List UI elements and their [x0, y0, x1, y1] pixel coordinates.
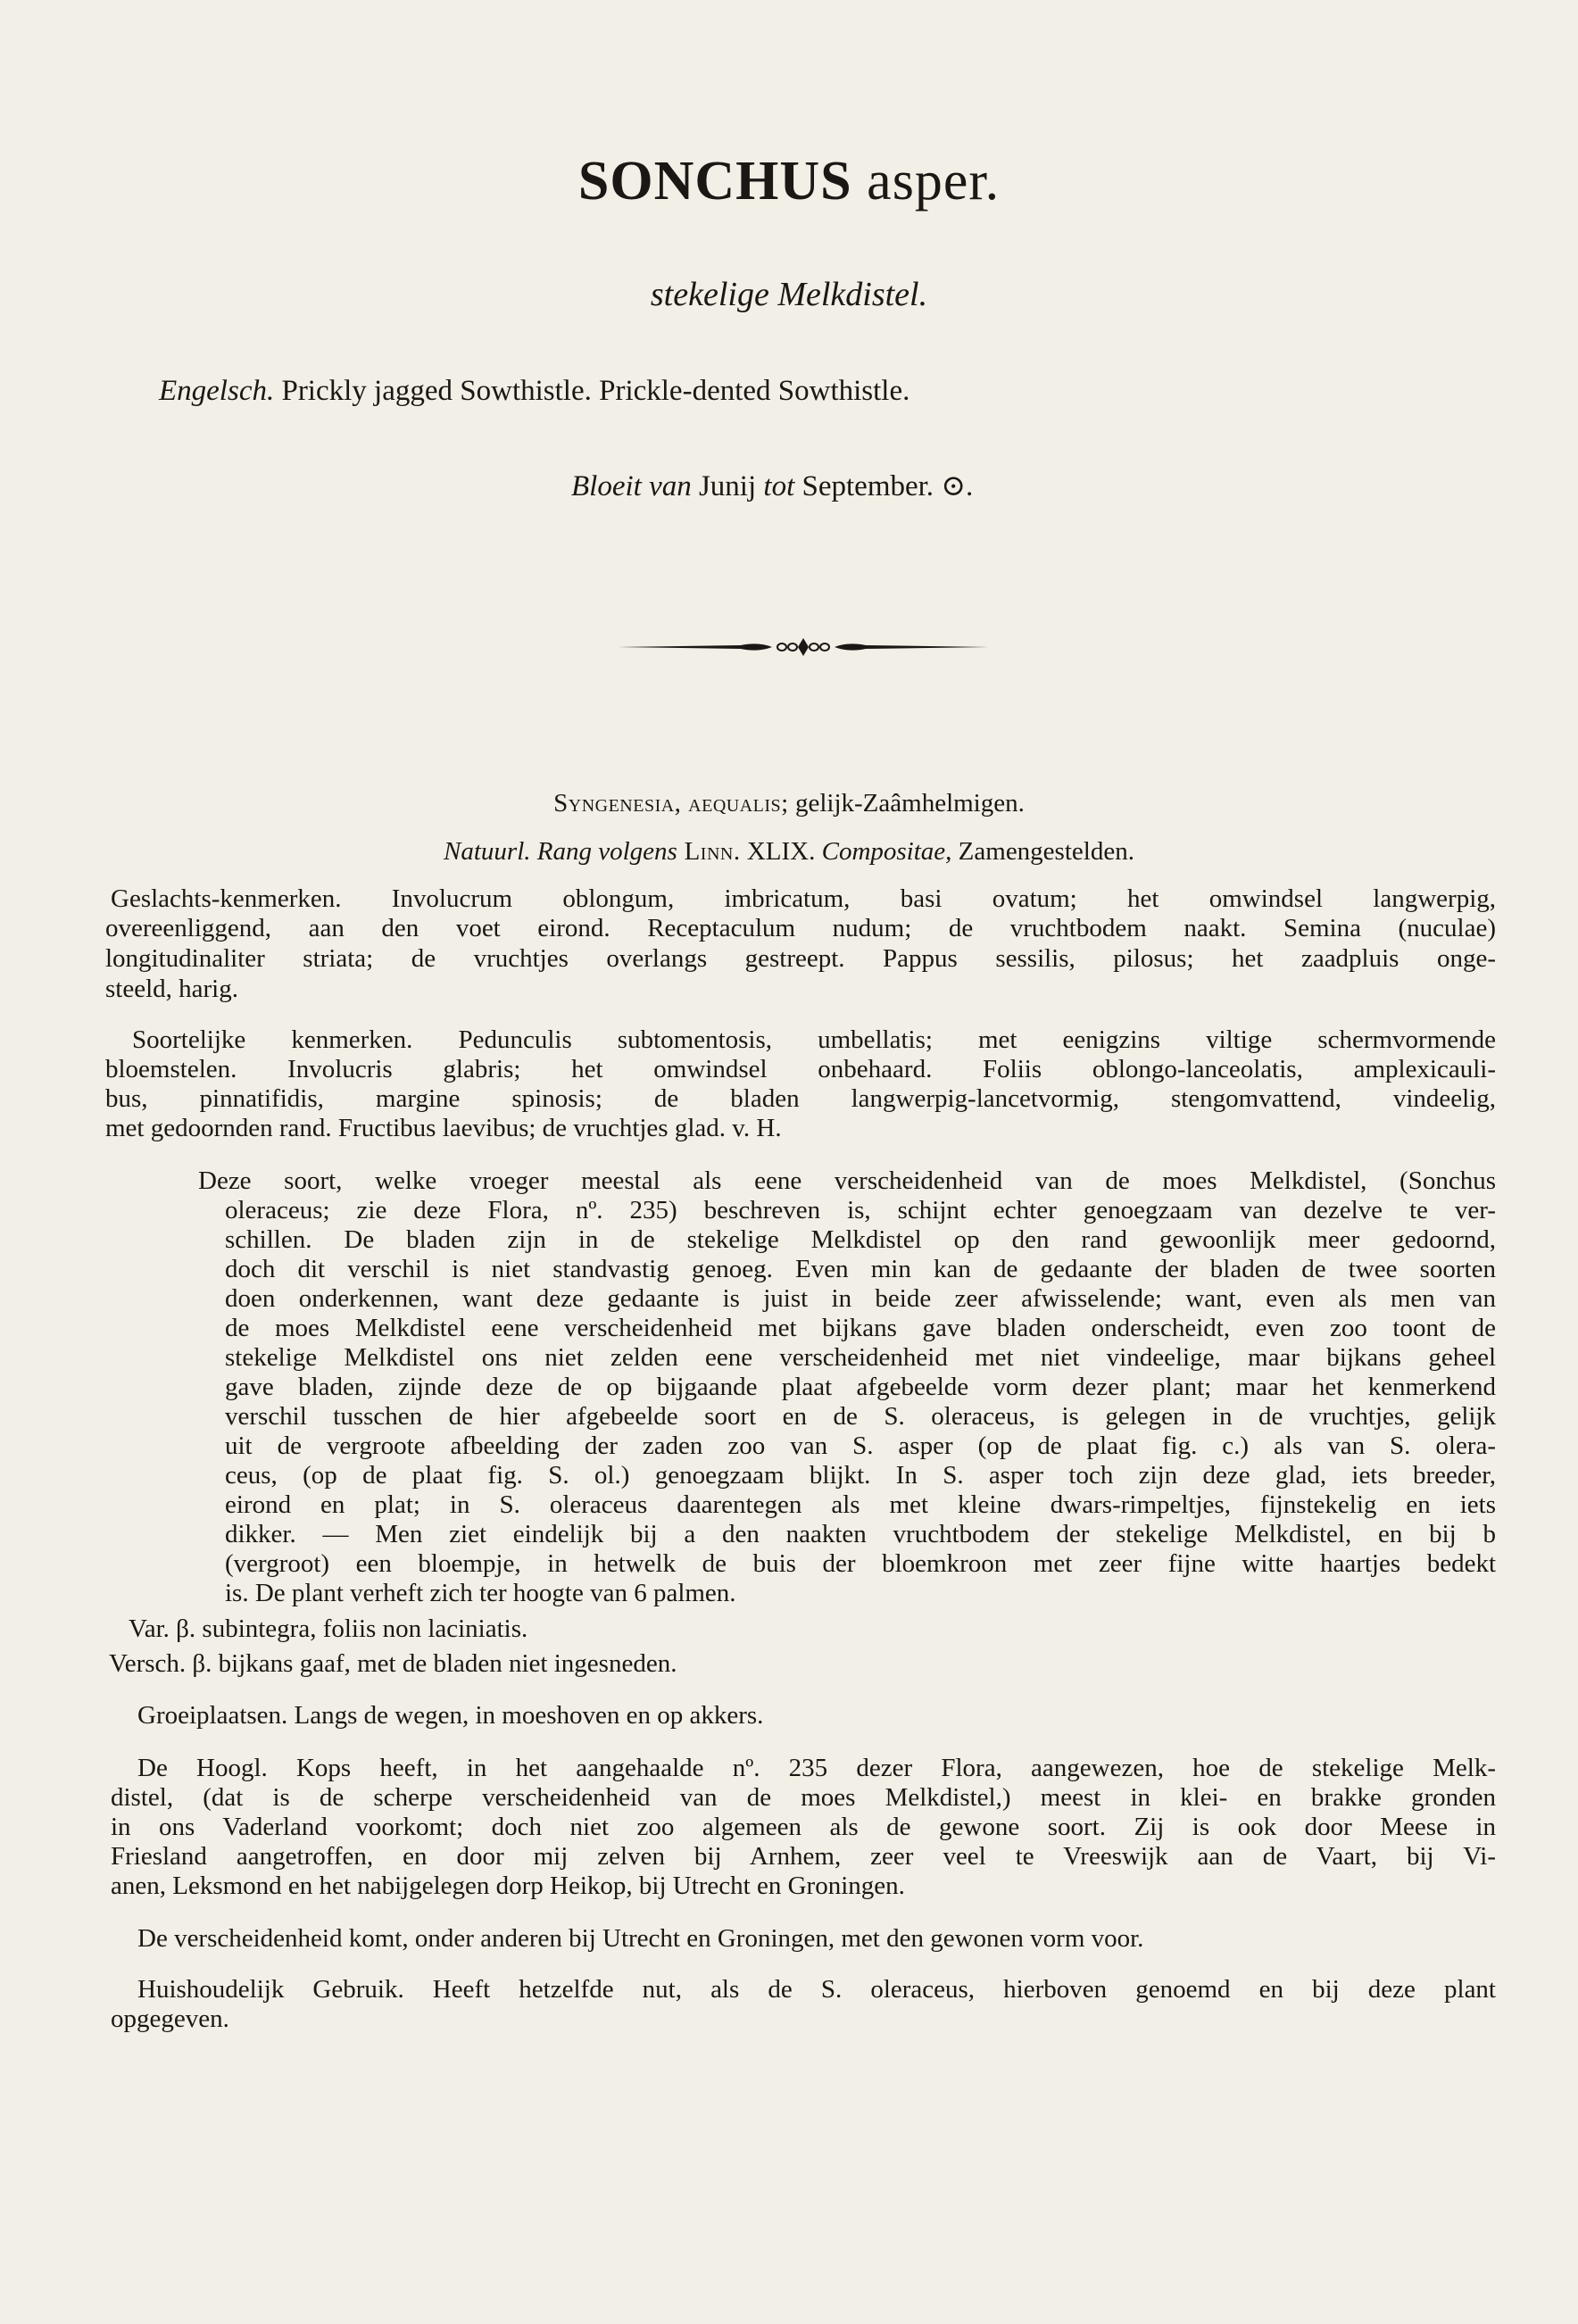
- text-line: de moes Melkdistel eene verscheidenheid met bijkans gave bladen onderscheidt, even zoo toont de: [225, 1314, 1496, 1342]
- text-line: stekelige Melkdistel ons niet zelden eene verscheidenheid met niet vindeelige, maar bijkans geheel: [225, 1343, 1496, 1372]
- bloom-prefix: Bloeit: [571, 470, 642, 502]
- rank-number: XLIX.: [740, 837, 816, 866]
- genus-name: SONCHUS: [577, 151, 852, 212]
- bloom-from: Junij: [698, 470, 757, 502]
- text-line: dikker. — Men ziet eindelijk bij a den naakten vruchtbodem der stekelige Melkdistel, en bij b: [225, 1520, 1496, 1548]
- text-line: bus, pinnatifidis, margine spinosis; de bladen langwerpig-lancetvormig, stengomvattend, vindeelig,: [105, 1084, 1496, 1113]
- system-dutch: gelijk-Zaâmhelmigen.: [788, 789, 1025, 818]
- text-line: Deze soort, welke vroeger meestal als eene verscheidenheid van de moes Melkdistel, (Sonchus: [198, 1166, 1496, 1195]
- ornament-divider-icon: [616, 634, 991, 660]
- text-line: met gedoornden rand. Fructibus laevibus; de vruchtjes glad. v. H.: [105, 1114, 782, 1142]
- rank-linn: Linn.: [677, 837, 741, 866]
- english-names-line: [159, 375, 909, 408]
- bloom-tot: tot: [763, 470, 795, 502]
- habitat-line: Groeiplaatsen. Langs de wegen, in moeshoven en op akkers.: [137, 1701, 764, 1730]
- variety-dutch: Versch. β. bijkans gaaf, met de bladen niet ingesneden.: [109, 1649, 677, 1678]
- text-line: is. De plant verheft zich ter hoogte van 6 palmen.: [225, 1579, 736, 1607]
- text-line: in ons Vaderland voorkomt; doch niet zoo algemeen als de gewone soort. Zij is ook door Meese in: [111, 1813, 1496, 1841]
- classification-system: [0, 788, 1578, 818]
- text-line: De Hoogl. Kops heeft, in het aangehaalde nº. 235 dezer Flora, aangewezen, hoe de stekelige Melk-: [137, 1754, 1496, 1782]
- text-line: uit de vergroote afbeelding der zaden zoo van S. asper (op de plaat fig. c.) als van S. olera-: [225, 1432, 1496, 1460]
- english-label: Engelsch.: [159, 375, 275, 407]
- variety-latin: Var. β. subintegra, foliis non laciniatis.: [129, 1614, 528, 1643]
- text-line: doch dit verschil is niet standvastig genoeg. Even min kan de gedaante der bladen de twee soorten: [225, 1255, 1496, 1283]
- text-line: anen, Leksmond en het nabijgelegen dorp Heikop, bij Utrecht en Groningen.: [111, 1872, 905, 1900]
- text-line: ceus, (op de plaat fig. S. ol.) genoegzaam blijkt. In S. asper toch zijn deze glad, iets breeder,: [225, 1461, 1496, 1490]
- annual-symbol: ⊙.: [941, 470, 974, 502]
- text-line: longitudinaliter striata; de vruchtjes overlangs gestreept. Pappus sessilis, pilosus; het zaadpluis onge-: [105, 944, 1496, 973]
- flowering-period: [571, 468, 973, 503]
- species-name: asper.: [867, 151, 1001, 212]
- bloom-to: September.: [801, 470, 934, 502]
- rank-dutch: Zamengestelden.: [951, 837, 1134, 866]
- text-line: gave bladen, zijnde deze de op bijgaande plaat afgebeelde vorm dezer plant; maar het kenmerkend: [225, 1373, 1496, 1401]
- text-line: (vergroot) een bloempje, in hetwelk de buis der bloemkroon met zeer fijne witte haartjes bedekt: [225, 1549, 1496, 1578]
- text-line: steeld, harig.: [105, 975, 238, 1003]
- text-line: Friesland aangetroffen, en door mij zelven bij Arnhem, zeer veel te Vreeswijk aan de Vaart, bij Vi-: [111, 1842, 1496, 1871]
- english-names: Prickly jagged Sowthistle. Prickle-dented Sowthistle.: [281, 375, 910, 407]
- text-line: eirond en plat; in S. oleraceus daarentegen als met kleine dwars-rimpeltjes, fijnstekelig en iets: [225, 1490, 1496, 1519]
- natural-rank: [0, 836, 1578, 867]
- text-line: verschil tusschen de hier afgebeelde soort en de S. oleraceus, is gelegen in de vruchtjes, gelijk: [225, 1402, 1496, 1431]
- text-line: doen onderkennen, want deze gedaante is juist in beide zeer afwisselende; want, even als men van: [225, 1284, 1496, 1313]
- rank-label: Natuurl. Rang volgens: [444, 837, 677, 866]
- text-line: opgegeven.: [111, 2004, 229, 2033]
- text-line: Soortelijke kenmerken. Pedunculis subtomentosis, umbellatis; met eenigzins viltige schermvormende: [132, 1025, 1496, 1054]
- text-line: Huishoudelijk Gebruik. Heeft hetzelfde nut, als de S. oleraceus, hierboven genoemd en bij deze plant: [137, 1975, 1496, 2004]
- rank-family: Compositae,: [815, 837, 952, 866]
- text-line: schillen. De bladen zijn in de stekelige Melkdistel op den rand gewoonlijk meer gedoornd,: [225, 1225, 1496, 1254]
- text-line: bloemstelen. Involucris glabris; het omwindsel onbehaard. Foliis oblongo-lanceolatis, amplexicauli-: [105, 1055, 1496, 1083]
- text-line: De verscheidenheid komt, onder anderen bij Utrecht en Groningen, met den gewonen vorm voor.: [137, 1924, 1144, 1953]
- dutch-common-name: stekelige Melkdistel.: [650, 276, 928, 313]
- page-title: [0, 150, 1578, 213]
- text-line: Geslachts-kenmerken. Involucrum oblongum, imbricatum, basi ovatum; het omwindsel langwerpig,: [111, 884, 1496, 913]
- text-line: oleraceus; zie deze Flora, nº. 235) beschreven is, schijnt echter genoegzaam van dezelve te ver-: [225, 1196, 1496, 1224]
- text-line: distel, (dat is de scherpe verscheidenheid van de moes Melkdistel,) meest in klei- en brakke gronden: [111, 1783, 1496, 1812]
- bloom-van: van: [649, 470, 692, 502]
- system-name: Syngenesia, aequalis;: [553, 789, 789, 818]
- text-line: overeenliggend, aan den voet eirond. Receptaculum nudum; de vruchtbodem naakt. Semina (nuculae): [105, 914, 1496, 942]
